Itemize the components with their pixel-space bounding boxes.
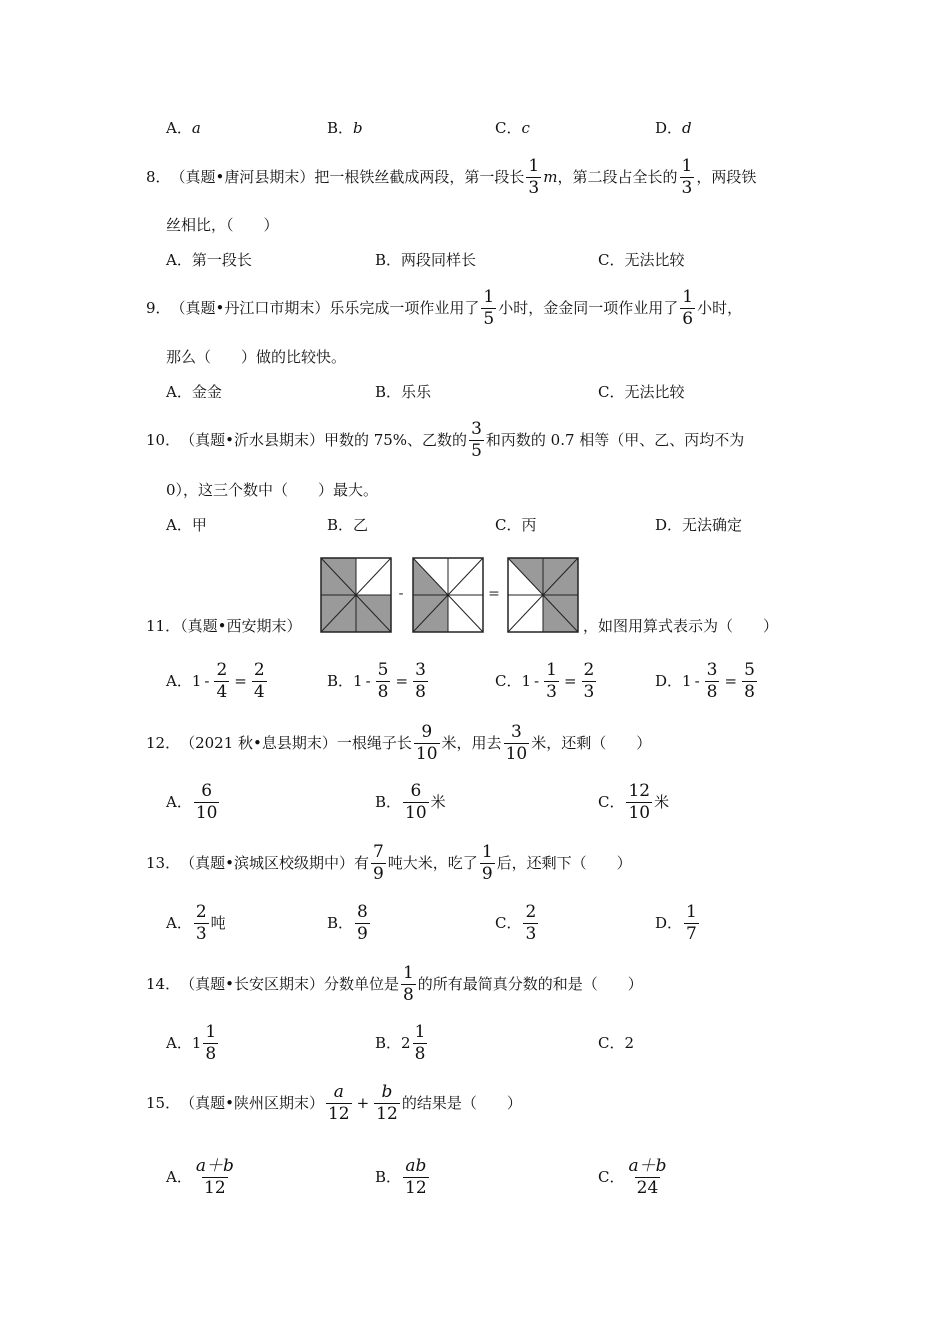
stem-text: 后，还剩下（ ） xyxy=(496,854,632,872)
stem-text: 吨大米，吃了 xyxy=(387,854,478,872)
question-number: 9． xyxy=(146,299,171,317)
q7-option-d[interactable] xyxy=(655,118,692,138)
q11-option-a[interactable]: A． 1 - $\frac{2}{4}$ = $\frac{2}{4}$ xyxy=(166,659,265,702)
question-number: 8． xyxy=(146,168,171,186)
q14-option-a[interactable]: A． 1 $\frac{1}{8}$ xyxy=(166,1021,217,1064)
question-source: （真题•滨城区校级期中） xyxy=(180,854,354,872)
question-number: 12． xyxy=(146,734,181,752)
q13-option-d[interactable]: D． $\frac{1}{7}$ xyxy=(655,901,697,944)
fraction: $\frac{1}{5}$ xyxy=(483,286,495,329)
plus-sign: + xyxy=(356,1094,370,1112)
fraction: $\frac{ab}{12}$ xyxy=(405,1155,427,1198)
q9-stem xyxy=(146,286,742,330)
q12-option-a[interactable]: A． $\frac{6}{10}$ xyxy=(166,780,218,823)
fraction: $\frac{9}{10}$ xyxy=(415,721,438,764)
figure-square-2 xyxy=(413,558,483,632)
q7-option-label: C． xyxy=(495,119,522,137)
stem-text: 小时， xyxy=(697,299,743,317)
stem-text: 分数单位是 xyxy=(323,975,399,993)
figure-square-1 xyxy=(321,558,391,632)
q7-option-a[interactable] xyxy=(166,118,201,138)
stem-text: ，两段铁 xyxy=(696,168,757,186)
fraction: $\frac{1}{3}$ xyxy=(528,155,540,198)
q12-stem xyxy=(146,720,651,766)
stem-text: 的结果是（ ） xyxy=(401,1094,522,1112)
q7-option-value: b xyxy=(353,119,363,137)
fraction: $\frac{1}{7}$ xyxy=(686,901,697,944)
fraction: $\frac{7}{9}$ xyxy=(372,841,384,884)
stem-text: 甲数的 75%、乙数的 xyxy=(323,431,468,449)
fraction: $\frac{1}{8}$ xyxy=(414,1021,426,1064)
unit: m xyxy=(543,168,558,186)
stem-text: 小时，金金同一项作业用了 xyxy=(498,299,679,317)
fraction: $\frac{2}{3}$ xyxy=(525,901,537,944)
question-number: 15． xyxy=(146,1094,181,1112)
question-number: 14． xyxy=(146,975,181,993)
fraction: $\frac{b}{12}$ xyxy=(376,1081,398,1124)
fraction: $\frac{3}{5}$ xyxy=(471,418,482,461)
q15-stem xyxy=(146,1080,522,1126)
q7-option-c[interactable] xyxy=(495,118,530,138)
question-source: （真题•唐河县期末） xyxy=(170,168,315,186)
stem-text: 有 xyxy=(353,854,369,872)
question-source: （真题•沂水县期末） xyxy=(180,431,324,449)
q8-stem xyxy=(146,155,756,199)
fraction: $\frac{1}{9}$ xyxy=(481,841,493,884)
q13-option-b[interactable]: B． $\frac{8}{9}$ xyxy=(327,901,368,944)
q8-stem-line2: 丝相比，（ ） xyxy=(166,216,279,234)
fraction: $\frac{a}{12}$ xyxy=(327,1081,350,1124)
q14-option-c[interactable]: C．2 xyxy=(598,1034,635,1052)
q9-option-c[interactable]: C．无法比较 xyxy=(598,383,685,401)
q11-figure xyxy=(320,557,582,635)
q13-stem xyxy=(146,840,632,886)
q10-option-a[interactable]: A．甲 xyxy=(166,516,207,534)
q14-option-b[interactable]: B． 2 $\frac{1}{8}$ xyxy=(375,1021,426,1064)
figure-minus-sign: - xyxy=(398,586,404,602)
question-source: （真题•西安期末） xyxy=(180,617,302,635)
question-number: 13． xyxy=(146,854,181,872)
fraction: $\frac{a+b}{12}$ xyxy=(195,1155,234,1198)
q10-stem-line2: 0），这三个数中（ ）最大。 xyxy=(166,481,379,499)
q10-option-c[interactable]: C．丙 xyxy=(495,516,537,534)
question-source: （真题•丹江口市期末） xyxy=(170,299,330,317)
q9-option-a[interactable]: A．金金 xyxy=(166,383,222,401)
q15-option-b[interactable]: B． $\frac{ab}{12}$ xyxy=(375,1155,427,1198)
stem-text: 的所有最简真分数的和是（ ） xyxy=(417,975,643,993)
fraction: $\frac{1}{3}$ xyxy=(546,659,557,702)
fraction: $\frac{3}{10}$ xyxy=(505,721,528,764)
stem-text: 米，还剩（ ） xyxy=(531,734,652,752)
fraction: $\frac{2}{4}$ xyxy=(253,659,265,702)
q15-option-c[interactable]: C． $\frac{a+b}{24}$ xyxy=(598,1155,667,1198)
q12-option-c[interactable]: C． $\frac{12}{10}$ 米 xyxy=(598,780,670,823)
q7-option-label: B． xyxy=(327,119,354,137)
q11-option-d[interactable]: D． 1 - $\frac{3}{8}$ = $\frac{5}{8}$ xyxy=(655,659,755,702)
fraction: $\frac{1}{8}$ xyxy=(205,1021,217,1064)
fraction: $\frac{a+b}{24}$ xyxy=(628,1155,667,1198)
stem-text: ，第二段占全长的 xyxy=(557,168,678,186)
fraction: $\frac{6}{10}$ xyxy=(405,780,427,823)
q14-stem xyxy=(146,961,643,1007)
q15-option-a[interactable]: A． $\frac{a+b}{12}$ xyxy=(166,1155,234,1198)
q9-stem-line2: 那么（ ）做的比较快。 xyxy=(166,348,347,366)
stem-text: 和丙数的 0.7 相等（甲、乙、丙均不为 xyxy=(485,431,745,449)
fraction: $\frac{6}{10}$ xyxy=(195,780,218,823)
fraction: $\frac{1}{8}$ xyxy=(402,962,414,1005)
q12-option-b[interactable]: B． $\frac{6}{10}$ 米 xyxy=(375,780,446,823)
q8-option-a[interactable]: A．第一段长 xyxy=(166,251,252,269)
fraction: $\frac{1}{6}$ xyxy=(682,286,694,329)
q7-option-label: A． xyxy=(166,119,192,137)
fraction: $\frac{12}{10}$ xyxy=(628,780,651,823)
fraction: $\frac{1}{3}$ xyxy=(681,155,693,198)
q13-option-a[interactable]: A． $\frac{2}{3}$ 吨 xyxy=(166,901,226,944)
fraction: $\frac{5}{8}$ xyxy=(744,659,755,702)
fraction: $\frac{2}{4}$ xyxy=(216,659,228,702)
stem-text: 乐乐完成一项作业用了 xyxy=(329,299,480,317)
q7-option-value: d xyxy=(682,119,692,137)
stem-text: 一根绳子长 xyxy=(336,734,412,752)
question-source: （真题•长安区期末） xyxy=(180,975,324,993)
q9-option-b[interactable]: B．乐乐 xyxy=(375,383,432,401)
q7-option-value: c xyxy=(521,119,530,137)
figure-equals-sign: = xyxy=(488,586,500,602)
question-number: 10． xyxy=(146,431,181,449)
q7-option-label: D． xyxy=(655,119,683,137)
q8-option-c[interactable]: C．无法比较 xyxy=(598,251,685,269)
question-source: （2021 秋•息县期末） xyxy=(180,734,337,752)
q10-stem xyxy=(146,418,744,462)
fraction: $\frac{2}{3}$ xyxy=(583,659,595,702)
q7-option-value: a xyxy=(191,119,201,137)
fraction: $\frac{3}{8}$ xyxy=(706,659,718,702)
stem-text: 把一根铁丝截成两段，第一段长 xyxy=(314,168,525,186)
question-source: （真题•陕州区期末） xyxy=(180,1094,324,1112)
fraction: $\frac{5}{8}$ xyxy=(377,659,389,702)
stem-text: 米，用去 xyxy=(441,734,502,752)
q8-option-b[interactable]: B．两段同样长 xyxy=(375,251,477,269)
q11-option-c[interactable]: C． 1 - $\frac{1}{3}$ = $\frac{2}{3}$ xyxy=(495,659,595,702)
q10-option-d[interactable]: D．无法确定 xyxy=(655,516,743,534)
q13-option-c[interactable]: C． $\frac{2}{3}$ xyxy=(495,901,537,944)
question-number: 11． xyxy=(146,617,181,635)
fraction: $\frac{2}{3}$ xyxy=(195,901,207,944)
q11-option-b[interactable]: B． 1 - $\frac{5}{8}$ = $\frac{3}{8}$ xyxy=(327,659,426,702)
q7-option-b[interactable] xyxy=(327,118,363,138)
figure-square-3 xyxy=(508,558,578,632)
fraction: $\frac{3}{8}$ xyxy=(415,659,426,702)
fraction: $\frac{8}{9}$ xyxy=(357,901,368,944)
q11-stem-start xyxy=(146,616,301,636)
q10-option-b[interactable]: B．乙 xyxy=(327,516,369,534)
q11-stem-tail: ，如图用算式表示为（ ） xyxy=(583,617,779,635)
